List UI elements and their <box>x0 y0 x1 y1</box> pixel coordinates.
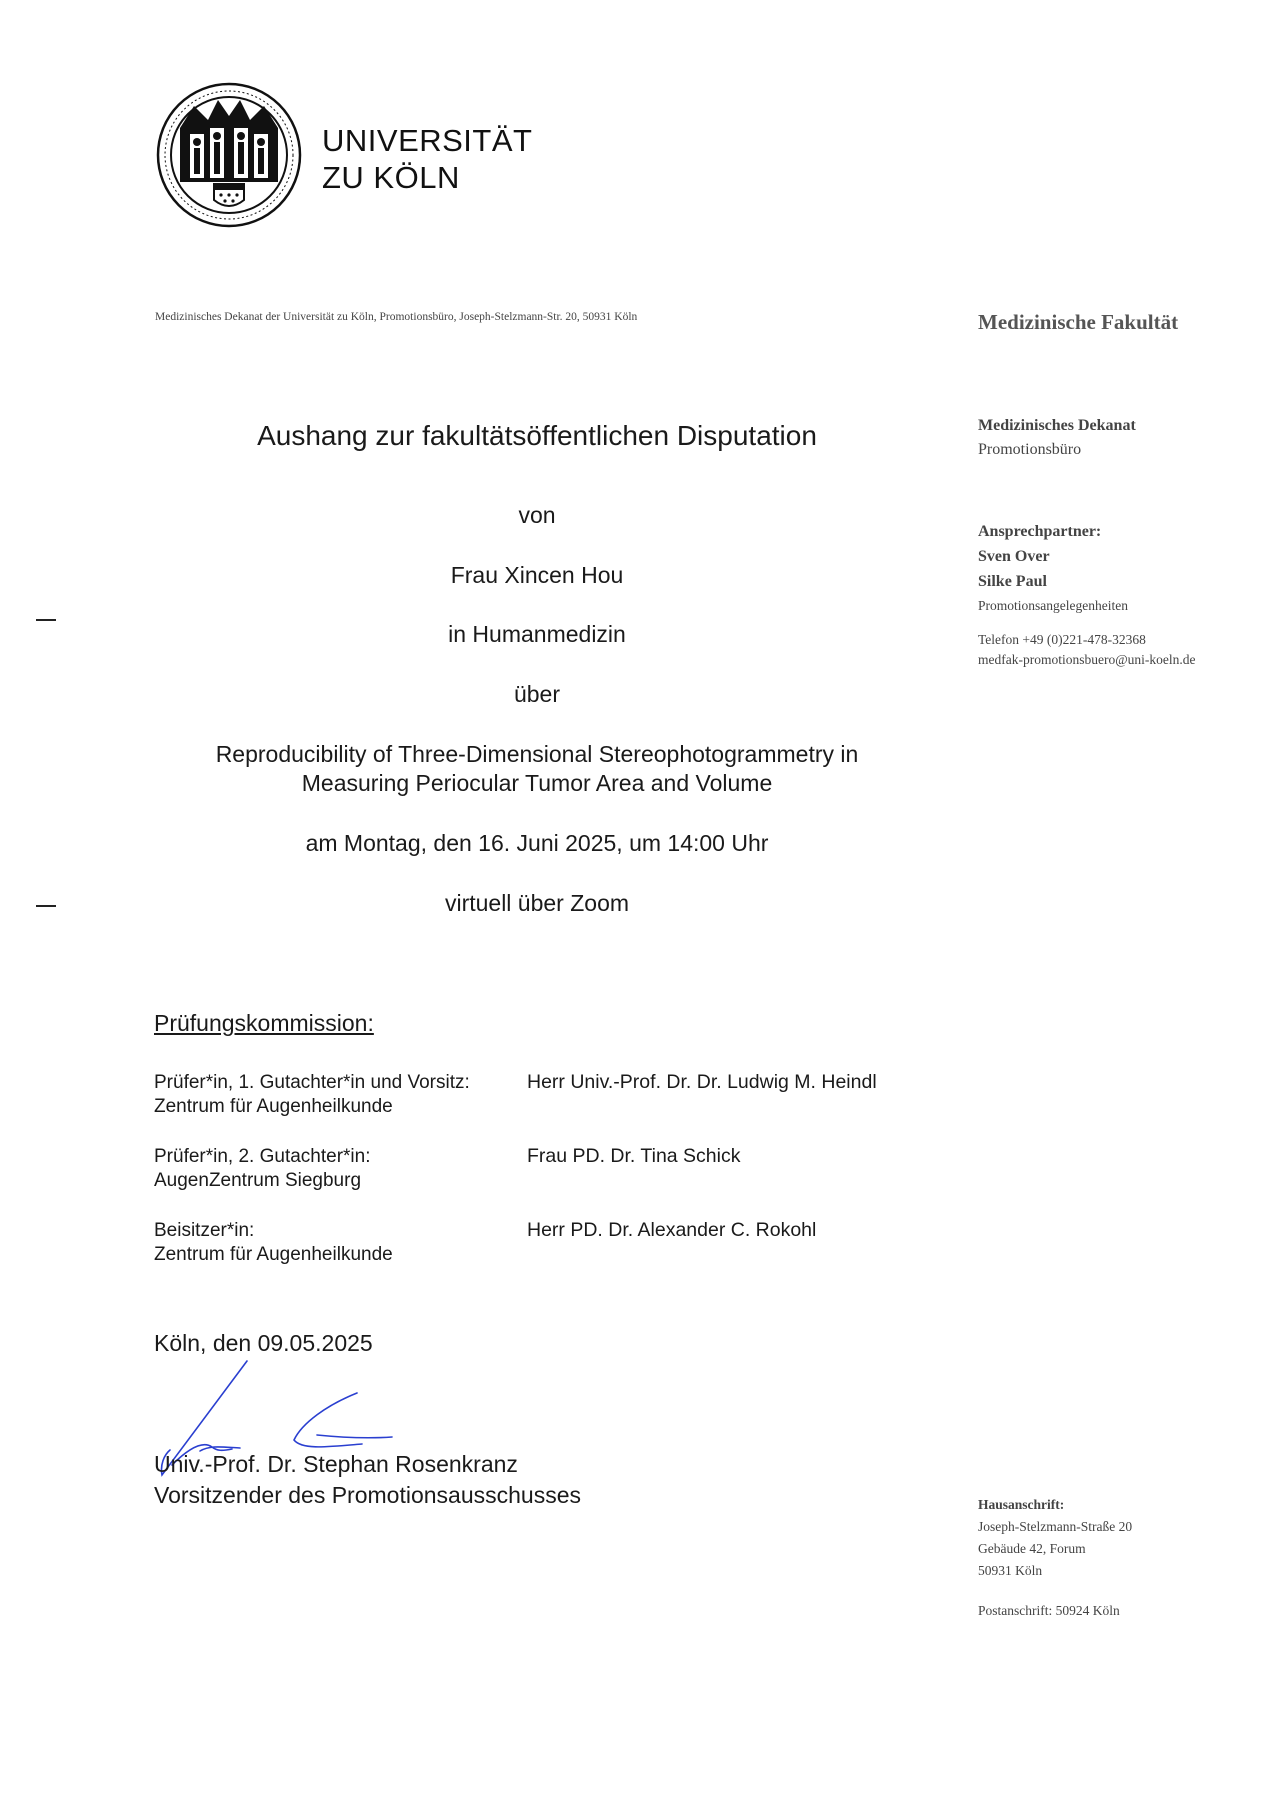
thesis-title <box>137 740 937 798</box>
member-institution: AugenZentrum Siegburg <box>154 1170 362 1191</box>
thesis-title-line: Reproducibility of Three-Dimensional Stereophotogrammetry in <box>215 741 859 767</box>
postal-address: Postanschrift: 50924 Köln <box>978 1603 1120 1618</box>
member-institution: Zentrum für Augenheilkunde <box>154 1244 393 1265</box>
disputation-location: virtuell über Zoom <box>444 890 630 916</box>
contact-block <box>978 519 1196 670</box>
notice-headline: Aushang zur fakultätsöffentlichen Disputation <box>257 420 817 451</box>
member-role-title: Prüfer*in, 1. Gutachter*in und Vorsitz: <box>154 1072 470 1093</box>
address-line: Joseph-Stelzmann-Straße 20 <box>978 1519 1133 1534</box>
contact-label: Ansprechpartner: <box>978 523 1102 540</box>
address-line: Gebäude 42, Forum <box>978 1541 1086 1556</box>
address-line: 50931 Köln <box>978 1563 1043 1578</box>
signatory-title: Vorsitzender des Promotionsausschusses <box>154 1482 581 1508</box>
contact-role: Promotionsangelegenheiten <box>978 598 1128 613</box>
thesis-title-line: Measuring Periocular Tumor Area and Volume <box>301 770 773 796</box>
department-block <box>978 414 1136 462</box>
notice-von: von <box>518 502 556 528</box>
candidate-name: Frau Xincen Hou <box>450 562 624 588</box>
member-role <box>154 1071 470 1119</box>
office-name: Promotionsbüro <box>978 441 1082 458</box>
contact-email: medfak-promotionsbuero@uni-koeln.de <box>978 652 1196 667</box>
commission-heading: Prüfungskommission: <box>154 1010 374 1036</box>
place-and-date: Köln, den 09.05.2025 <box>154 1330 373 1356</box>
member-name: Frau PD. Dr. Tina Schick <box>527 1145 741 1167</box>
contact-name: Silke Paul <box>978 573 1047 590</box>
degree-subject: in Humanmedizin <box>448 621 626 647</box>
university-seal-logo <box>156 82 302 228</box>
university-wordmark <box>322 122 532 196</box>
signatory-block <box>154 1449 581 1511</box>
member-name: Herr PD. Dr. Alexander C. Rokohl <box>527 1219 817 1241</box>
member-role-title: Beisitzer*in: <box>154 1220 255 1241</box>
address-label: Hausanschrift: <box>978 1497 1065 1512</box>
wordmark-line1: UNIVERSITÄT <box>322 123 533 158</box>
member-role <box>154 1219 393 1267</box>
faculty-name: Medizinische Fakultät <box>978 310 1179 334</box>
member-role <box>154 1145 371 1193</box>
sender-line: Medizinisches Dekanat der Universität zu Köln, Promotionsbüro, Joseph-Stelzmann-Str. 20, 50931 Köln <box>155 311 638 323</box>
department-name: Medizinisches Dekanat <box>978 417 1136 434</box>
signatory-name: Univ.-Prof. Dr. Stephan Rosenkranz <box>154 1451 518 1477</box>
fold-mark <box>36 619 56 621</box>
member-name: Herr Univ.-Prof. Dr. Dr. Ludwig M. Heindl <box>527 1071 877 1093</box>
member-role-title: Prüfer*in, 2. Gutachter*in: <box>154 1146 371 1167</box>
member-institution: Zentrum für Augenheilkunde <box>154 1096 393 1117</box>
notice-ueber: über <box>513 681 561 707</box>
wordmark-line2: ZU KÖLN <box>322 160 460 195</box>
fold-mark <box>36 905 56 907</box>
contact-name: Sven Over <box>978 548 1050 565</box>
disputation-date: am Montag, den 16. Juni 2025, um 14:00 Uhr <box>305 830 769 856</box>
contact-phone: Telefon +49 (0)221-478-32368 <box>978 632 1146 647</box>
address-block <box>978 1494 1132 1622</box>
